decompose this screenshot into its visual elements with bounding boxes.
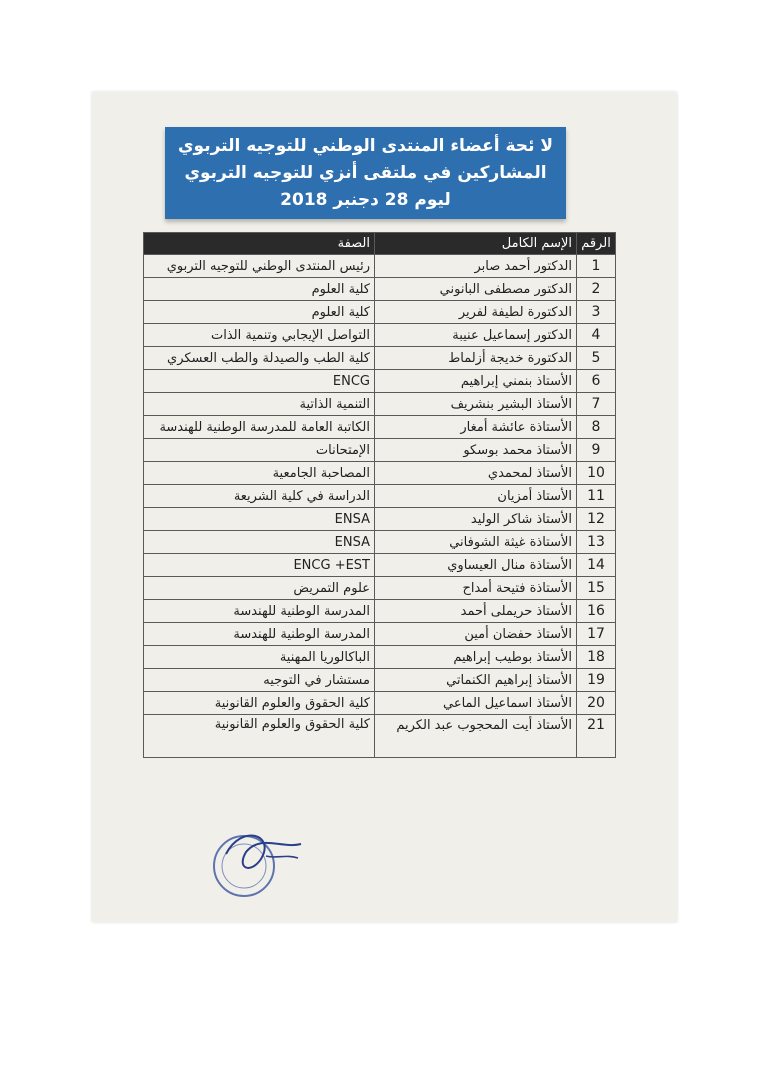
- table-row: [144, 439, 616, 462]
- table-header-row: [144, 233, 616, 255]
- row-number: 8: [577, 416, 616, 439]
- row-role: الباكالوريا المهنية: [144, 646, 375, 669]
- row-name: الأستاذ لمحمدي: [375, 462, 577, 485]
- row-role: المدرسة الوطنية للهندسة: [144, 623, 375, 646]
- row-role: كلية العلوم: [144, 301, 375, 324]
- row-role: كلية الطب والصيدلة والطب العسكري: [144, 347, 375, 370]
- row-role: المصاحبة الجامعية: [144, 462, 375, 485]
- row-name: الأستاذ بوطيب إبراهيم: [375, 646, 577, 669]
- table-row: [144, 623, 616, 646]
- row-number: 11: [577, 485, 616, 508]
- row-role: علوم التمريض: [144, 577, 375, 600]
- row-role: المدرسة الوطنية للهندسة: [144, 600, 375, 623]
- table-row: [144, 508, 616, 531]
- row-name: الأستاذ البشير بنشريف: [375, 393, 577, 416]
- title-line-2: المشاركين في ملتقى أنزي للتوجيه التربوي: [184, 163, 547, 183]
- row-role: كلية الحقوق والعلوم القانونية: [144, 715, 375, 758]
- row-name: الأستاذ حريملى أحمد: [375, 600, 577, 623]
- row-name: الأستاذ إبراهيم الكنماتي: [375, 669, 577, 692]
- row-number: 13: [577, 531, 616, 554]
- row-number: 20: [577, 692, 616, 715]
- row-name: الأستاذ شاكر الوليد: [375, 508, 577, 531]
- table-row: [144, 324, 616, 347]
- row-number: 18: [577, 646, 616, 669]
- row-role: الإمتحانات: [144, 439, 375, 462]
- row-role: كلية الحقوق والعلوم القانونية: [144, 692, 375, 715]
- table-row: [144, 278, 616, 301]
- table-row: [144, 393, 616, 416]
- row-number: 1: [577, 255, 616, 278]
- row-name: الدكتورة لطيفة لفرير: [375, 301, 577, 324]
- row-number: 10: [577, 462, 616, 485]
- row-name: الدكتور إسماعيل عنيبة: [375, 324, 577, 347]
- row-name: الدكتور أحمد صابر: [375, 255, 577, 278]
- title-line-3: ليوم 28 دجنبر 2018: [280, 190, 451, 210]
- row-number: 14: [577, 554, 616, 577]
- table-row: [144, 347, 616, 370]
- row-number: 12: [577, 508, 616, 531]
- table-row: [144, 715, 616, 758]
- row-number: 6: [577, 370, 616, 393]
- row-name: الأستاذ أمزيان: [375, 485, 577, 508]
- table-row: [144, 370, 616, 393]
- row-number: 5: [577, 347, 616, 370]
- table-row: [144, 255, 616, 278]
- table-row: [144, 692, 616, 715]
- members-table: [143, 232, 616, 758]
- signature-stamp-image: [206, 814, 316, 914]
- table-row: [144, 554, 616, 577]
- row-number: 9: [577, 439, 616, 462]
- table-row: [144, 301, 616, 324]
- row-number: 21: [577, 715, 616, 758]
- row-name: الأستاذة فتيحة أمداح: [375, 577, 577, 600]
- row-name: الأستاذة منال العيساوي: [375, 554, 577, 577]
- row-number: 3: [577, 301, 616, 324]
- row-role: ENSA: [144, 508, 375, 531]
- row-number: 16: [577, 600, 616, 623]
- row-role: رئيس المنتدى الوطني للتوجيه التربوي: [144, 255, 375, 278]
- row-number: 7: [577, 393, 616, 416]
- row-name: الأستاذة عائشة أمغار: [375, 416, 577, 439]
- row-number: 4: [577, 324, 616, 347]
- title-line-1: لا ئحة أعضاء المنتدى الوطني للتوجيه التربوي: [177, 136, 554, 156]
- row-role: مستشار في التوجيه: [144, 669, 375, 692]
- row-name: الأستاذ بنمني إبراهيم: [375, 370, 577, 393]
- table-row: [144, 577, 616, 600]
- table-row: [144, 485, 616, 508]
- row-role: ENCG: [144, 370, 375, 393]
- row-role: التنمية الذاتية: [144, 393, 375, 416]
- row-name: الأستاذ اسماعيل الماعي: [375, 692, 577, 715]
- row-role: ENCG +EST: [144, 554, 375, 577]
- table-row: [144, 669, 616, 692]
- row-role: الكاتبة العامة للمدرسة الوطنية للهندسة: [144, 416, 375, 439]
- table-row: [144, 646, 616, 669]
- header-number: الرقم: [577, 233, 616, 255]
- row-role: الدراسة في كلية الشريعة: [144, 485, 375, 508]
- row-role: التواصل الإيجابي وتنمية الذات: [144, 324, 375, 347]
- row-name: الأستاذ حفضان أمين: [375, 623, 577, 646]
- table-row: [144, 600, 616, 623]
- table-row: [144, 416, 616, 439]
- row-name: الأستاذ أيت المحجوب عبد الكريم: [375, 715, 577, 758]
- row-role: ENSA: [144, 531, 375, 554]
- table-row: [144, 462, 616, 485]
- table-row: [144, 531, 616, 554]
- document-title-box: [165, 127, 566, 219]
- row-name: الدكتورة خديجة أزلماط: [375, 347, 577, 370]
- row-number: 15: [577, 577, 616, 600]
- row-number: 17: [577, 623, 616, 646]
- row-role: كلية العلوم: [144, 278, 375, 301]
- header-role: الصفة: [144, 233, 375, 255]
- header-name: الإسم الكامل: [375, 233, 577, 255]
- row-number: 2: [577, 278, 616, 301]
- row-name: الدكتور مصطفى البانوني: [375, 278, 577, 301]
- row-name: الأستاذ محمد بوسكو: [375, 439, 577, 462]
- row-number: 19: [577, 669, 616, 692]
- row-name: الأستاذة غيثة الشوفاني: [375, 531, 577, 554]
